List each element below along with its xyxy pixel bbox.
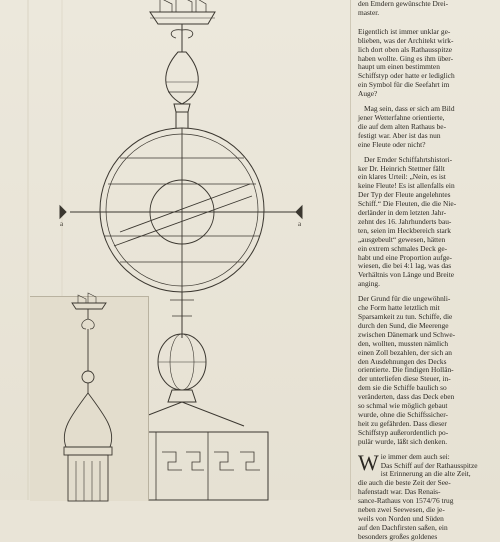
- inset-tower-illustration: [30, 296, 149, 501]
- article-paragraph-3: Der Emder Schiffahrtshistori- ker Dr. Heinrich Stettner fällt ein klares Urteil: „Nein, es ist keine Fleute! Es ist allenfalls ein Der Typ der Fleute angelehntes Schiff.“ Die Fleuten, die die Nie- derländer in dem letzten Jahr- zehnt des 16. Jahrhunderts bau- ten, seien im Heckbereich stark „ausgebeult“ gewesen, hätten ein extrem schmales Deck ge- habt und eine Proportion aufge- wiesen, die bei 4:1 lag, was das Verhältnis von Länge und Breite anging.: [358, 154, 457, 289]
- article-paragraph-5: [358, 449, 494, 542]
- column-divider: [350, 0, 351, 500]
- spire-globe-icon: [158, 292, 206, 402]
- article-paragraph-5-text: ie immer dem auch sei: Das Schiff auf der Rathausspitze ist Erinnerung an die alte Zeit, die auch die beste Zeit der See- hafenstadt war. Das Renais- sance-Rathaus von 1574/76 trug neben zwei Seewesen, die je- weils von Norden und Süden auf den Dachfirsten saßen, ein besonders großes goldenes: [358, 451, 478, 541]
- armillary-sphere-icon: [60, 128, 302, 292]
- article-paragraph-4: Der Grund für die ungewöhnli- che Form hatte letztlich mit Sparsamkeit zu tun. Schiffe, die durch den Sund, die Meerenge zwischen Dänemark und Schwe- den, wollten, mussten nämlich einen Zoll bezahlen, der sich an den Ausdehnungen des Decks orientierte. Die findigen Hollän- der unterliefen diese Steuer, in- dem sie die Schiffe baulich so veränderten, dass das Deck eben so schmal wie möglich gebaut wurde, ohne die Schiffssicher- heit zu gefährden. Dass dieser Schiffstyp außerordentlich po- pulär wurde, läßt sich denken.: [358, 294, 456, 446]
- ship-weathervane-icon: [150, 0, 215, 40]
- dropcap-letter: W: [358, 449, 379, 475]
- onion-dome-icon: [64, 393, 111, 447]
- svg-text:a: a: [298, 220, 302, 228]
- article-top-fragment: den Emdern gewünschte Drei- master.: [358, 0, 449, 17]
- article-paragraph-1: Eigentlich ist immer unklar ge- blieben, was der Architekt wirk- lich dort oben als Rathausspitze haben wollte. Ging es ihm über- haupt um einen bestimmten Schiffstyp oder hatte er lediglich ein Symbol für die Seefahrt im Auge?: [358, 26, 455, 99]
- finial-icon: [166, 40, 199, 128]
- article-paragraph-2: Mag sein, dass er sich am Bild jener Wetterfahne orientierte, die auf dem alten Rathaus be- festigt war. Aber ist das nun eine Fleute oder nicht?: [358, 104, 455, 149]
- tower-drawing: [30, 297, 148, 501]
- article-column: [358, 0, 494, 541]
- svg-text:a: a: [60, 220, 64, 228]
- small-ship-icon: [72, 293, 106, 319]
